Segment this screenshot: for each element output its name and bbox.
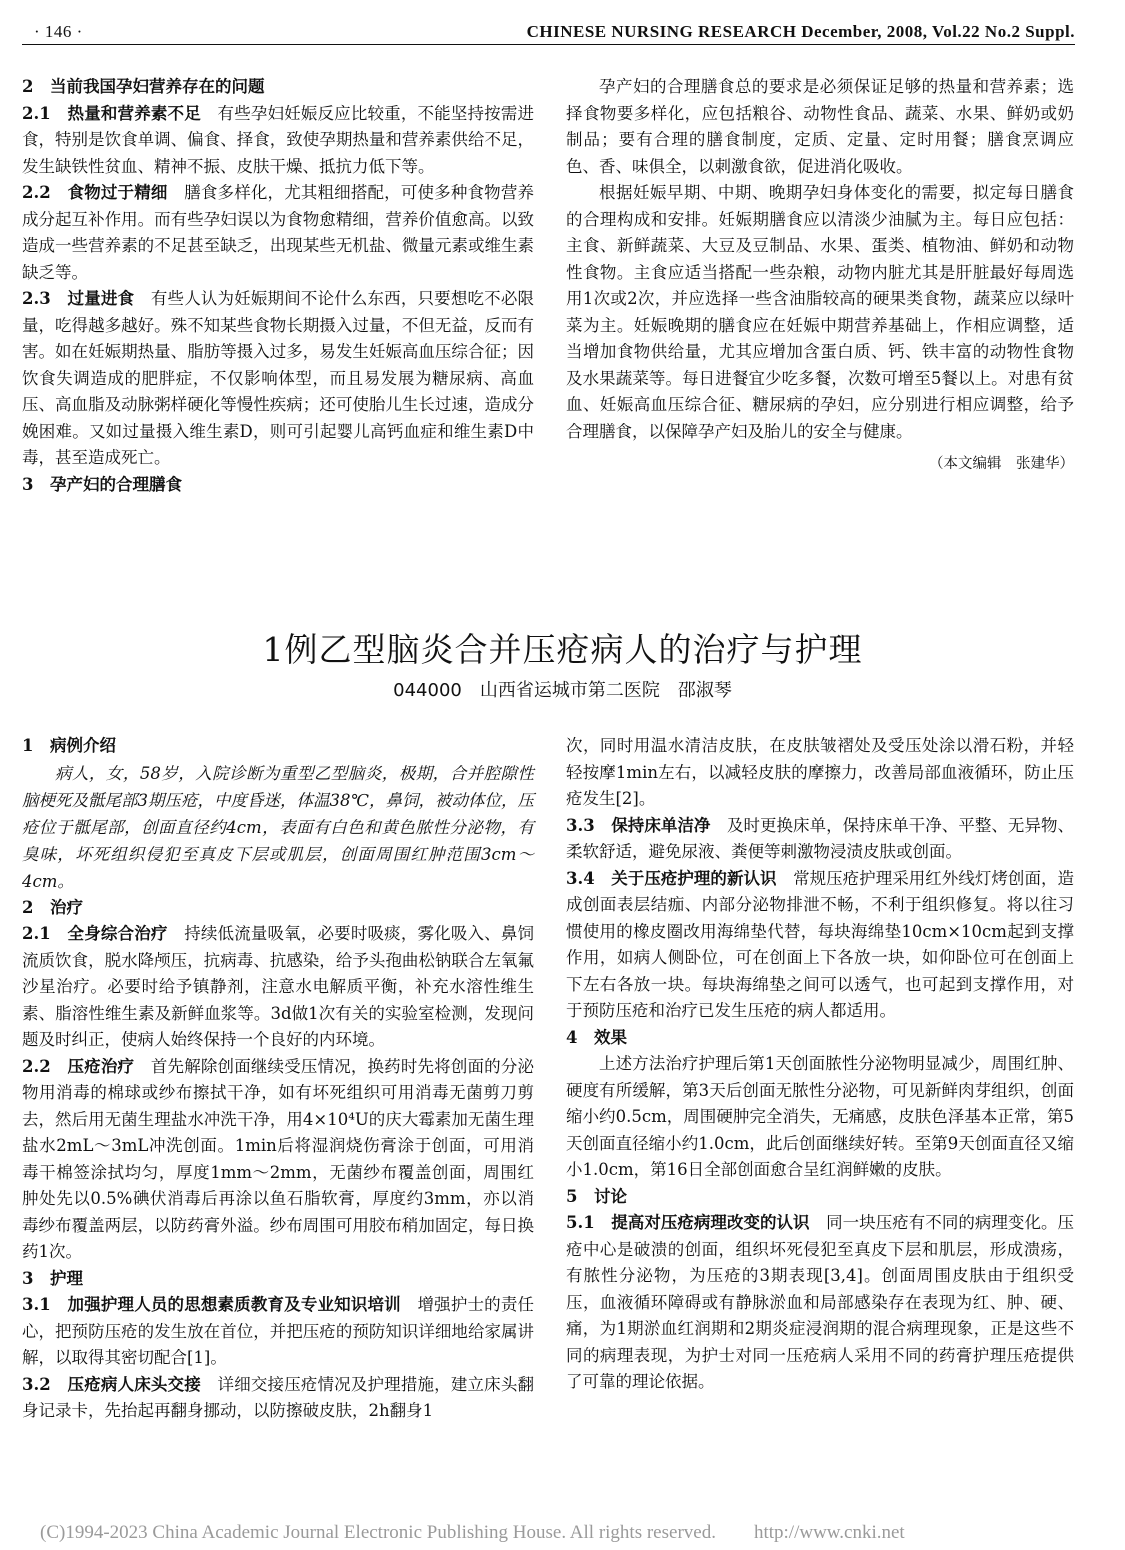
subsection-paragraph [566,1210,1074,1396]
editor-signature: （本文编辑 张建华） [929,456,1074,472]
subsection-paragraph [22,1054,534,1266]
subsection-body: 有些人认为妊娠期间不论什么东西，只要想吃不必限量，吃得越多越好。殊不知某些食物长期摄入过量，不但无益，反而有害。如在妊娠期热量、脂肪等摄入过多，易发生妊娠高血压综合征；因饮食失调造成的肥胖症，不仅影响体型，而且易发展为糖尿病、高血压、高血脂及动脉粥样硬化等慢性疾病；还可使胎儿生长过速，造成分娩困难。又如过量摄入维生素D，则可引起婴儿高钙血症和维生素D中毒，甚至造成死亡。 [22,289,535,467]
section-heading: 2 当前我国孕妇营养存在的问题 [22,77,265,96]
article-left-column [22,733,534,1425]
subsection-heading: 3.4 关于压疮护理的新认识 [566,868,794,888]
body-paragraph: 孕产妇的合理膳食总的要求是必须保证足够的热量和营养素；选择食物要多样化，应包括粮谷、动物性食品、蔬菜、水果、鲜奶或奶制品；要有合理的膳食制度，定质、定量、定时用餐；膳食烹调应色、香、味俱全，以刺激食欲，促进消化吸收。 [566,77,1074,176]
article-author-line: 044000 山西省运城市第二医院 邵淑琴 [393,680,732,701]
running-header [22,20,1075,45]
subsection-heading: 2.2 压疮治疗 [22,1056,151,1076]
journal-name: CHINESE NURSING RESEARCH December, 2008, Vol.22 No.2 Suppl. [526,22,1075,41]
subsection-heading: 2.2 食物过于精细 [22,183,185,202]
subsection-heading: 3.3 保持床单洁净 [566,815,727,835]
subsection-body: 持续低流量吸氧，必要时吸痰，雾化吸入、鼻饲流质饮食，脱水降颅压，抗病毒、抗感染，给予头孢曲松钠联合左氧氟沙星治疗。必要时给予镇静剂，注意水电解质平衡，补充水溶性维生素、脂溶性维生素及新鲜血浆等。3d做1次有关的实验室检测，发现问题及时纠正，使病人始终保持一个良好的内环境。 [22,924,535,1049]
body-paragraph: 根据妊娠早期、中期、晚期孕妇身体变化的需要，拟定每日膳食的合理构成和安排。妊娠期膳食应以清淡少油腻为主。每日应包括：主食、新鲜蔬菜、大豆及豆制品、水果、蛋类、植物油、鲜奶和动物性食物。主食应适当搭配一些杂粮，动物内脏尤其是肝脏最好每周选用1次或2次，并应选择一些含油脂较高的硬果类食物，蔬菜应以绿叶菜为主。妊娠晚期的膳食应在妊娠中期营养基础上，作相应调整，适当增加食物供给量，尤其应增加含蛋白质、钙、铁丰富的动物性食物及水果蔬菜等。每日进餐宜少吃多餐，次数可增至5餐以上。对患有贫血、妊娠高血压综合征、糖尿病的孕妇，应分别进行相应调整，给予合理膳食，以保障孕产妇及胎儿的安全与健康。 [566,183,1074,441]
article-title: 1例乙型脑炎合并压疮病人的治疗与护理 [262,630,863,669]
subsection-body: 同一块压疮有不同的病理变化。压疮中心是破溃的创面，组织坏死侵犯至真皮下层和肌层，形成溃疡，有脓性分泌物，为压疮的3期表现[3,4]。创面周围皮肤由于组织受压，血液循环障碍或有静脉淤血和局部感染存在表现为红、肿、硬、痛，为1期淤血红润期和2期炎症浸润期的混合病理现象，正是这些不同的病理表现，为护士对同一压疮病人采用不同的药膏护理压疮提供了可靠的理论依据。 [566,1213,1075,1391]
page-number: · 146 · [34,22,83,41]
subsection-paragraph [22,1292,534,1372]
subsection-heading: 3.1 加强护理人员的思想素质教育及专业知识培训 [22,1295,418,1314]
section-heading: 1 病例介绍 [22,736,116,755]
subsection-paragraph [22,286,534,472]
subsection-body: 膳食多样化，尤其粗细搭配，可使多种食物营养成分起互补作用。而有些孕妇误以为食物愈精细，营养价值愈高。以致造成一些营养素的不足甚至缺乏，出现某些无机盐、微量元素或维生素缺乏等。 [22,183,535,282]
subsection-body: 详细交接压疮情况及护理措施，建立床头翻身记录卡，先抬起再翻身挪动，以防擦破皮肤，2h翻身1 [22,1374,534,1420]
section-heading: 5 讨论 [566,1186,627,1206]
copyright-footer: (C)1994-2023 China Academic Journal Electronic Publishing House. All rights reserved. http://www.cnki.net [40,1522,905,1543]
subsection-heading: 2.3 过量进食 [22,289,151,308]
prev-article-left-column [22,74,534,498]
prev-article-right-column [566,74,1074,478]
subsection-heading: 2.1 热量和营养素不足 [22,103,218,123]
subsection-body: 常规压疮护理采用红外线灯烤创面，造成创面表层结痂、内部分泌物排泄不畅，不利于组织修复。将以往习惯使用的橡皮圈改用海绵垫代替，每块海绵垫10cm×10cm起到支撑作用，如病人侧卧位，可在创面上下各放一块，如仰卧位可在创面上下左右各放一块。每块海绵垫之间可以透气，也可起到支撑作用，对于预防压疮和治疗已发生压疮的病人都适用。 [566,868,1074,1020]
subsection-body: 有些孕妇妊娠反应比较重，不能坚持按需进食，特别是饮食单调、偏食、择食，致使孕期热量和营养素供给不足，发生缺铁性贫血、精神不振、皮肤干燥、抵抗力低下等。 [22,103,534,176]
subsection-heading: 3.2 压疮病人床头交接 [22,1374,218,1394]
section-heading: 2 治疗 [22,897,83,917]
subsection-heading: 2.1 全身综合治疗 [22,924,185,943]
case-description: 病人，女，58岁，入院诊断为重型乙型脑炎，极期，合并腔隙性脑梗死及骶尾部3期压疮，中度昏迷，体温38℃，鼻饲，被动体位，压疮位于骶尾部，创面直径约4cm，表面有白色和黄色脓性分泌物，有臭味，坏死组织侵犯至真皮下层或肌层，创面周围红肿范围3cm～4cm。 [22,763,534,891]
subsection-body: 及时更换床单，保持床单干净、平整、无异物、柔软舒适，避免尿液、粪便等刺激物浸渍皮肤或创面。 [566,815,1074,861]
subsection-paragraph [22,921,534,1054]
subsection-paragraph [566,866,1074,1025]
subsection-body: 增强护士的责任心，把预防压疮的发生放在首位，并把压疮的预防知识详细地给家属讲解，以取得其密切配合[1]。 [22,1295,534,1367]
continued-paragraph: 次，同时用温水清洁皮肤，在皮肤皱褶处及受压处涂以滑石粉，并轻轻按摩1min左右，以减轻皮肤的摩擦力，改善局部血液循环，防止压疮发生[2]。 [566,736,1074,808]
body-paragraph: 上述方法治疗护理后第1天创面脓性分泌物明显减少，周围红肿、硬度有所缓解，第3天后创面无脓性分泌物，可见新鲜肉芽组织，创面缩小约0.5cm，周围硬肿完全消失，无痛感，皮肤色泽基本正常，第5天创面直径缩小约1.0cm，此后创面继续好转。至第9天创面直径又缩小1.0cm，第16日全部创面愈合呈红润鲜嫩的皮肤。 [566,1054,1074,1179]
section-heading: 4 效果 [566,1027,627,1047]
article-right-column [566,733,1074,1396]
subsection-paragraph [566,813,1074,866]
subsection-paragraph [22,180,534,286]
subsection-heading: 5.1 提高对压疮病理改变的认识 [566,1213,827,1232]
subsection-paragraph [22,1372,534,1425]
section-heading: 3 护理 [22,1268,83,1288]
subsection-paragraph [22,101,534,181]
subsection-body: 首先解除创面继续受压情况，换药时先将创面的分泌物用消毒的棉球或纱布擦拭干净，如有坏死组织可用消毒无菌剪刀剪去，然后用无菌生理盐水冲洗干净，用4×10⁴U的庆大霉素加无菌生理盐水2mL～3mL冲洗创面。1min后将湿润烧伤膏涂于创面，可用消毒干棉签涂拭均匀，厚度1mm～2mm，无菌纱布覆盖创面，周围红肿处先以0.5%碘伏消毒后再涂以鱼石脂软膏，厚度约3mm，亦以消毒纱布覆盖两层，以防药膏外溢。纱布周围可用胶布稍加固定，每日换药1次。 [22,1056,535,1261]
section-heading: 3 孕产妇的合理膳食 [22,474,182,494]
